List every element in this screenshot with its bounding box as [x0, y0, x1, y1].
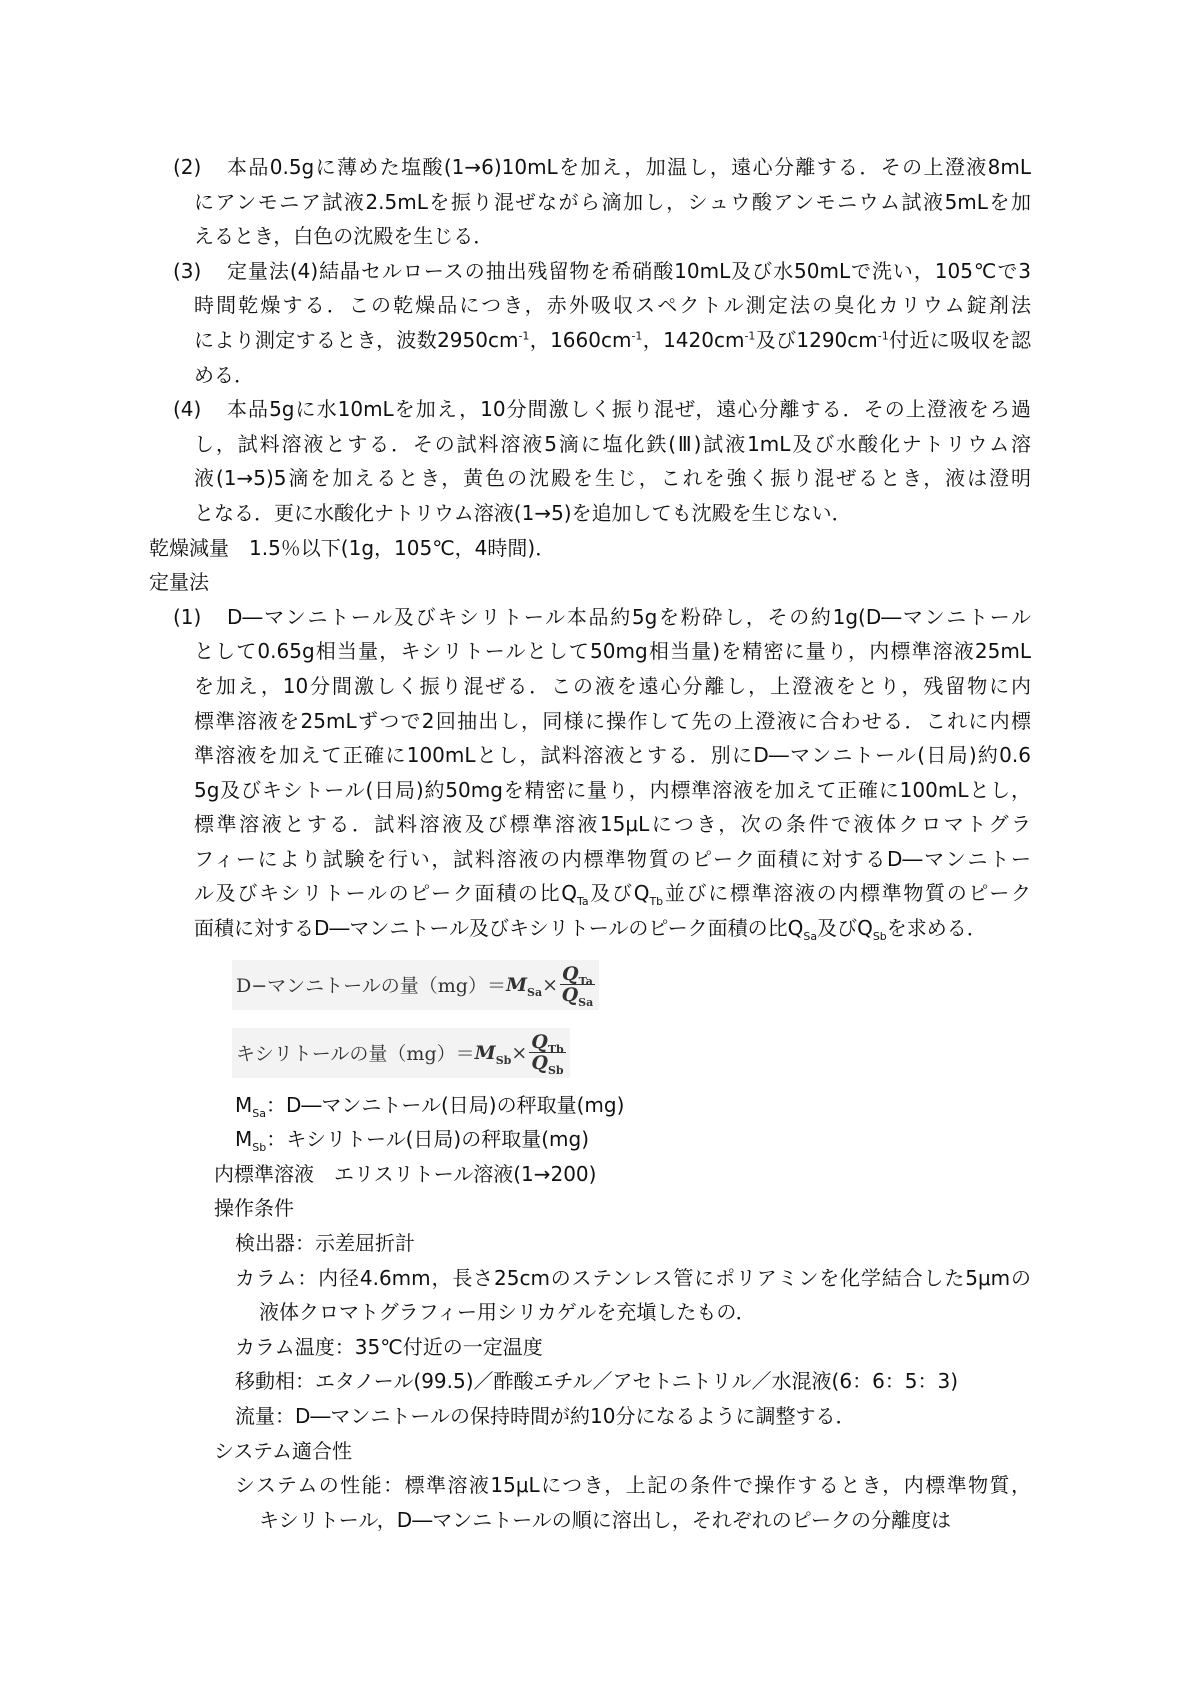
line-text: 液体クロマトグラフィー用シリカゲルを充塡したもの．	[259, 1300, 756, 1325]
line-text: 乾燥減量 1.5％以下(1g，105℃，4時間)．	[149, 535, 556, 560]
supscript-text: -1	[631, 329, 643, 343]
paragraph	[0, 1261, 1181, 1330]
paragraph	[0, 1226, 1181, 1261]
text-line	[0, 1503, 1181, 1538]
paragraph	[0, 565, 1181, 600]
paragraph	[0, 1434, 1181, 1469]
text-line	[0, 807, 1181, 842]
text-line	[0, 392, 1181, 427]
text-line	[0, 427, 1181, 462]
line-text: 本品5gに水10mLを加え，10分間激しく振り混ぜ，遠心分離する．その上澄液をろ過	[227, 397, 1031, 422]
text-line	[0, 1330, 1181, 1365]
formula-equals: ＝	[455, 1043, 475, 1066]
text-line	[0, 669, 1181, 704]
text-line	[0, 531, 1181, 566]
numbered-paragraph	[0, 254, 1181, 392]
text-line	[0, 1226, 1181, 1261]
line-text: 本品0.5gに薄めた塩酸(1→6)10mLを加え，加温し，遠心分離する．その上澄液8mL	[227, 155, 1031, 179]
paragraph	[0, 1088, 1181, 1123]
text-line	[0, 773, 1181, 808]
line-text: D―マンニトール及びキシリトール本品約5gを粉砕し，その約1g(D―マンニトール	[227, 604, 1031, 629]
text-line	[0, 600, 1181, 635]
line-text: 検出器：示差屈折計	[235, 1231, 415, 1256]
formula-equals: ＝	[486, 975, 506, 998]
text-line	[0, 1122, 1181, 1157]
formula-mannitol	[232, 960, 599, 1010]
formula-lhs: キシリトールの量（mg）	[236, 1043, 456, 1066]
numbered-paragraph	[0, 150, 1181, 254]
numbered-paragraph	[0, 600, 1181, 946]
text-line	[0, 1261, 1181, 1296]
formula-times: ×	[511, 1041, 528, 1064]
line-text: キシリトール，D―マンニトールの順に溶出し，それぞれのピークの分離度は	[259, 1507, 951, 1532]
line-text: 移動相：エタノール(99.5)／酢酸エチル／アセトニトリル／水混液(6：6：5：3)	[235, 1369, 959, 1394]
line-text: システムの性能：標準溶液15μLにつき，上記の条件で操作するとき，内標準物質，	[235, 1473, 1031, 1498]
text-line	[0, 1364, 1181, 1399]
document-body	[0, 150, 1181, 1537]
text-segment: M	[235, 1127, 253, 1152]
text-line	[0, 1191, 1181, 1226]
subscript-text: Sa	[252, 1106, 266, 1120]
line-text: 準溶液を加えて正確に100mLとし，試料溶液とする．別にD―マンニトール(日局)約0.6	[194, 743, 1031, 768]
text-segment: 及びQ	[588, 881, 650, 906]
text-line	[0, 358, 1181, 393]
line-text: として0.65g相当量，キシリトールとして50mg相当量)を精密に量り，内標準溶液25mL	[194, 639, 1031, 664]
line-text: となる．更に水酸化ナトリウム溶液(1→5)を追加しても沈殿を生じない．	[194, 500, 852, 525]
text-line	[0, 738, 1181, 773]
text-line	[0, 1468, 1181, 1503]
line-text: 標準溶液とする．試料溶液及び標準溶液15μLにつき，次の条件で液体クロマトグラ	[194, 812, 1031, 837]
subscript-text: Ta	[577, 895, 589, 909]
line-text: を加え，10分間激しく振り混ぜる．この液を遠心分離し，上澄液をとり，残留物に内	[194, 673, 1031, 698]
formula-block	[0, 946, 1181, 1088]
text-line	[0, 911, 1181, 946]
subscript-text: Tb	[649, 895, 664, 909]
text-line	[0, 1434, 1181, 1469]
paragraph	[0, 1191, 1181, 1226]
line-text: 内標準溶液 エリスリトール溶液(1→200)	[214, 1161, 597, 1186]
text-segment: を求める．	[886, 916, 987, 941]
formula-m: $M_{Sa}$	[505, 973, 543, 999]
text-line	[0, 634, 1181, 669]
text-line	[0, 565, 1181, 600]
line-text: 液(1→5)5滴を加えるとき，黄色の沈殿を生じ，これを強く振り混ぜるとき，液は澄明	[194, 466, 1031, 491]
formula-m: $M_{Sb}$	[474, 1041, 512, 1067]
text-line	[0, 323, 1181, 358]
paragraph	[0, 1330, 1181, 1365]
paragraph	[0, 1468, 1181, 1537]
text-line	[0, 1399, 1181, 1434]
paragraph	[0, 1157, 1181, 1192]
supscript-text: -1	[877, 329, 889, 343]
line-text: 定量法(4)結晶セルロースの抽出残留物を希硝酸10mL及び水50mLで洗い，105℃で3	[227, 258, 1031, 283]
line-text: 流量：D―マンニトールの保持時間が約10分になるように調整する．	[235, 1404, 856, 1428]
formula-times: ×	[542, 973, 559, 996]
line-text	[235, 1088, 1031, 1123]
line-text	[194, 911, 1031, 946]
line-text: えるとき，白色の沈殿を生じる．	[194, 224, 494, 249]
item-number: (1)	[173, 604, 202, 629]
line-text: カラム温度：35℃付近の一定温度	[235, 1334, 543, 1359]
line-text: 時間乾燥する．この乾燥品につき，赤外吸収スペクトル測定法の臭化カリウム錠剤法	[194, 293, 1031, 318]
text-segment: 及び1290cm	[755, 327, 878, 352]
text-line	[0, 185, 1181, 220]
text-line	[0, 842, 1181, 877]
text-line	[0, 150, 1181, 185]
text-segment: ：キシリトール(日局)の秤取量(mg)	[266, 1127, 590, 1152]
text-segment: ，1660cm	[529, 327, 632, 352]
text-segment: 及びQ	[817, 916, 873, 941]
text-segment: ：D―マンニトール(日局)の秤取量(mg)	[266, 1092, 625, 1117]
item-number: (2)	[173, 155, 202, 179]
text-line	[0, 1157, 1181, 1192]
line-text: にアンモニア試液2.5mLを振り混ぜながら滴加し，シュウ酸アンモニウム試液5mLを加	[194, 189, 1031, 214]
text-segment: 面積に対するD―マンニトール及びキシリトールのピーク面積の比Q	[194, 916, 804, 941]
line-text	[194, 323, 1031, 358]
supscript-text: -1	[744, 329, 756, 343]
text-line	[0, 496, 1181, 531]
paragraph	[0, 1364, 1181, 1399]
line-text: し，試料溶液とする．その試料溶液5滴に塩化鉄(Ⅲ)試液1mL及び水酸化ナトリウム溶	[194, 431, 1031, 456]
line-text	[235, 1122, 1031, 1157]
subscript-text: Sb	[872, 930, 887, 944]
item-number: (3)	[173, 258, 202, 283]
paragraph	[0, 531, 1181, 566]
text-line	[0, 219, 1181, 254]
line-text: システム適合性	[214, 1438, 352, 1463]
line-text: 定量法	[149, 570, 209, 595]
line-text: フィーにより試験を行い，試料溶液の内標準物質のピーク面積に対するD―マンニトー	[194, 846, 1031, 871]
subscript-text: Sb	[252, 1141, 267, 1155]
line-text: 標準溶液を25mLずつで2回抽出し，同様に操作して先の上澄液に合わせる．これに内標	[194, 708, 1031, 733]
paragraph	[0, 1122, 1181, 1157]
text-line	[0, 461, 1181, 496]
text-line	[0, 704, 1181, 739]
supscript-text: -1	[518, 329, 530, 343]
item-number: (4)	[173, 397, 202, 422]
line-text: 5g及びキシトール(日局)約50mgを精密に量り，内標準溶液を加えて正確に100mLとし，	[194, 777, 1031, 802]
formula-fraction: $\frac{Q_{Ta}}{Q_{Sa}}$	[561, 963, 594, 1009]
text-segment: ，1420cm	[642, 327, 745, 352]
formula-xylitol	[232, 1028, 570, 1078]
text-segment: ル及びキシリトールのピーク面積の比Q	[194, 881, 577, 906]
text-line	[0, 1295, 1181, 1330]
line-text: める．	[194, 362, 254, 387]
text-line	[0, 254, 1181, 289]
text-segment: 並びに標準溶液の内標準物質のピーク	[663, 881, 1032, 906]
formula-lhs: D−マンニトールの量（mg）	[236, 975, 487, 998]
line-text: 操作条件	[214, 1196, 294, 1221]
text-segment: M	[235, 1092, 253, 1117]
text-segment: により測定するとき，波数2950cm	[194, 327, 519, 352]
text-line	[0, 1088, 1181, 1123]
text-line	[0, 288, 1181, 323]
paragraph	[0, 1399, 1181, 1434]
line-text	[194, 876, 1031, 911]
text-segment: 付近に吸収を認	[888, 327, 1031, 352]
line-text: カラム：内径4.6mm，長さ25cmのステンレス管にポリアミンを化学結合した5μmの	[235, 1265, 1031, 1290]
subscript-text: Sa	[803, 930, 818, 944]
numbered-paragraph	[0, 392, 1181, 530]
text-line	[0, 876, 1181, 911]
formula-fraction: $\frac{Q_{Tb}}{Q_{Sb}}$	[531, 1031, 564, 1077]
